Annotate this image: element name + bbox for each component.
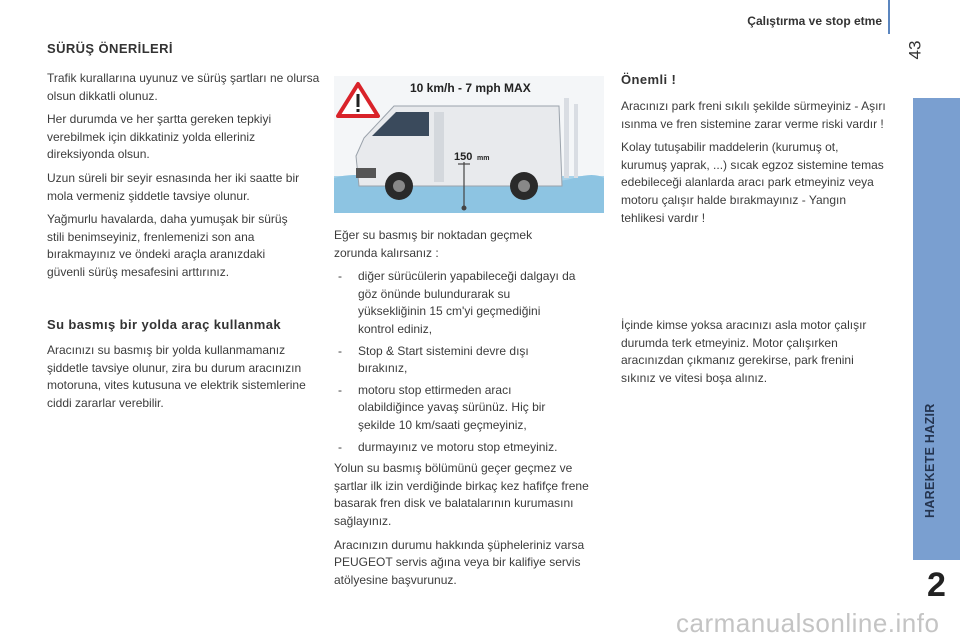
important-paragraph: Aracınızı park freni sıkılı şekilde sürmeyiniz - Aşırı ısınma ve fren sistemine zarar verme riski vardır ! (621, 99, 886, 131)
flooded-road-title: Su basmış bir yolda araç kullanmak (47, 317, 281, 332)
flooded-after-paragraph: Yolun su basmış bölümünü geçer geçmez ve şartlar ilk izin verdiğinde birkaç kez hafifçe frene basarak fren disk ve balatalarının kurumasını sağlayınız. (334, 461, 589, 528)
chapter-sidebar (913, 98, 960, 560)
chapter-title: Çalıştırma ve stop etme (747, 14, 882, 28)
chapter-number: 2 (927, 566, 946, 604)
list-item: - diğer sürücülerin yapabileceği dalgayı da göz önünde bulundurarak su yüksekliğinin 15 cm'yi geçmediğini kontrol ediniz, (334, 268, 578, 338)
list-item: - motoru stop ettirmeden aracı olabildiğince yavaş sürünüz. Hiç bir şekilde 10 km/saati geçmeyiniz, (334, 382, 578, 435)
driving-tip-paragraph: Uzun süreli bir seyir esnasında her iki saatte bir mola vermeniz şiddetle tavsiye olunur. (47, 170, 300, 203)
driving-tip-paragraph: Trafik kurallarına uyunuz ve sürüş şartları ne olursa olsun dikkatli olunuz. (47, 71, 320, 103)
important-paragraph: Kolay tutuşabilir maddelerin (kurumuş ot, kurumuş yaprak, ...) sıcak egzoz sistemine temas edebileceği alanlarda aracı park etmeyiniz veya motoru çalışır halde bırakmayınız - Yangın tehlikesi vardır ! (621, 140, 884, 225)
flooded-instructions-intro: Eğer su basmış bir noktadan geçmek zorunda kalırsanız : (334, 228, 533, 260)
driving-tips-title: SÜRÜŞ ÖNERİLERİ (47, 41, 173, 56)
flooded-instructions (334, 227, 608, 589)
watermark: carmanualsonline.info (676, 608, 940, 638)
water-depth-label: 150 (454, 151, 473, 163)
water-depth-unit: mm (477, 155, 490, 162)
speed-limit-label: 10 km/h - 7 mph MAX (410, 81, 531, 95)
driving-tip-paragraph: Yağmurlu havalarda, daha yumuşak bir sürüş stili benimseyiniz, frenlemenizi son ana bırakmayınız ve öndeki araçla aranızdaki güvenli sürüş mesafesini arttırınız. (47, 212, 288, 279)
flooded-road-illustration (334, 76, 604, 213)
page-number: 43 (905, 40, 925, 60)
sidebar-section-label: HAREKETE HAZIR (923, 403, 937, 518)
list-item: - Stop & Start sistemini devre dışı bırakınız, (334, 343, 578, 378)
flooded-road-intro: Aracınızı su basmış bir yolda kullanmamanız şiddetle tavsiye olunur, zira bu durum aracınızın motoruna, vites kutusuna ve elektrik sistemlerine ciddi zararlar verebilir. (47, 343, 306, 410)
flooded-after-paragraph: Aracınızın durumu hakkında şüpheleriniz varsa PEUGEOT servis ağına veya bir kalifiye servis atölyesine başvurunuz. (334, 537, 585, 587)
important-title: Önemli ! (621, 72, 677, 87)
driving-tips-body (47, 70, 322, 282)
list-item: - durmayınız ve motoru stop etmeyiniz. (334, 439, 608, 457)
header-divider (888, 0, 890, 34)
important-final-paragraph: İçinde kimse yoksa aracınızı asla motor çalışır durumda terk etmeyiniz. Motor çalışırken aracınızdan çıkmanız gerekirse, park frenini sıkınız ve vitesi boşa alınız. (621, 318, 867, 385)
important-body (621, 98, 901, 227)
flooded-instructions-list (334, 268, 608, 456)
driving-tip-paragraph: Her durumda ve her şartta gereken tepkiyi verebilmek için dikkatiniz yolda elleriniz direksiyonda olsun. (47, 112, 272, 162)
